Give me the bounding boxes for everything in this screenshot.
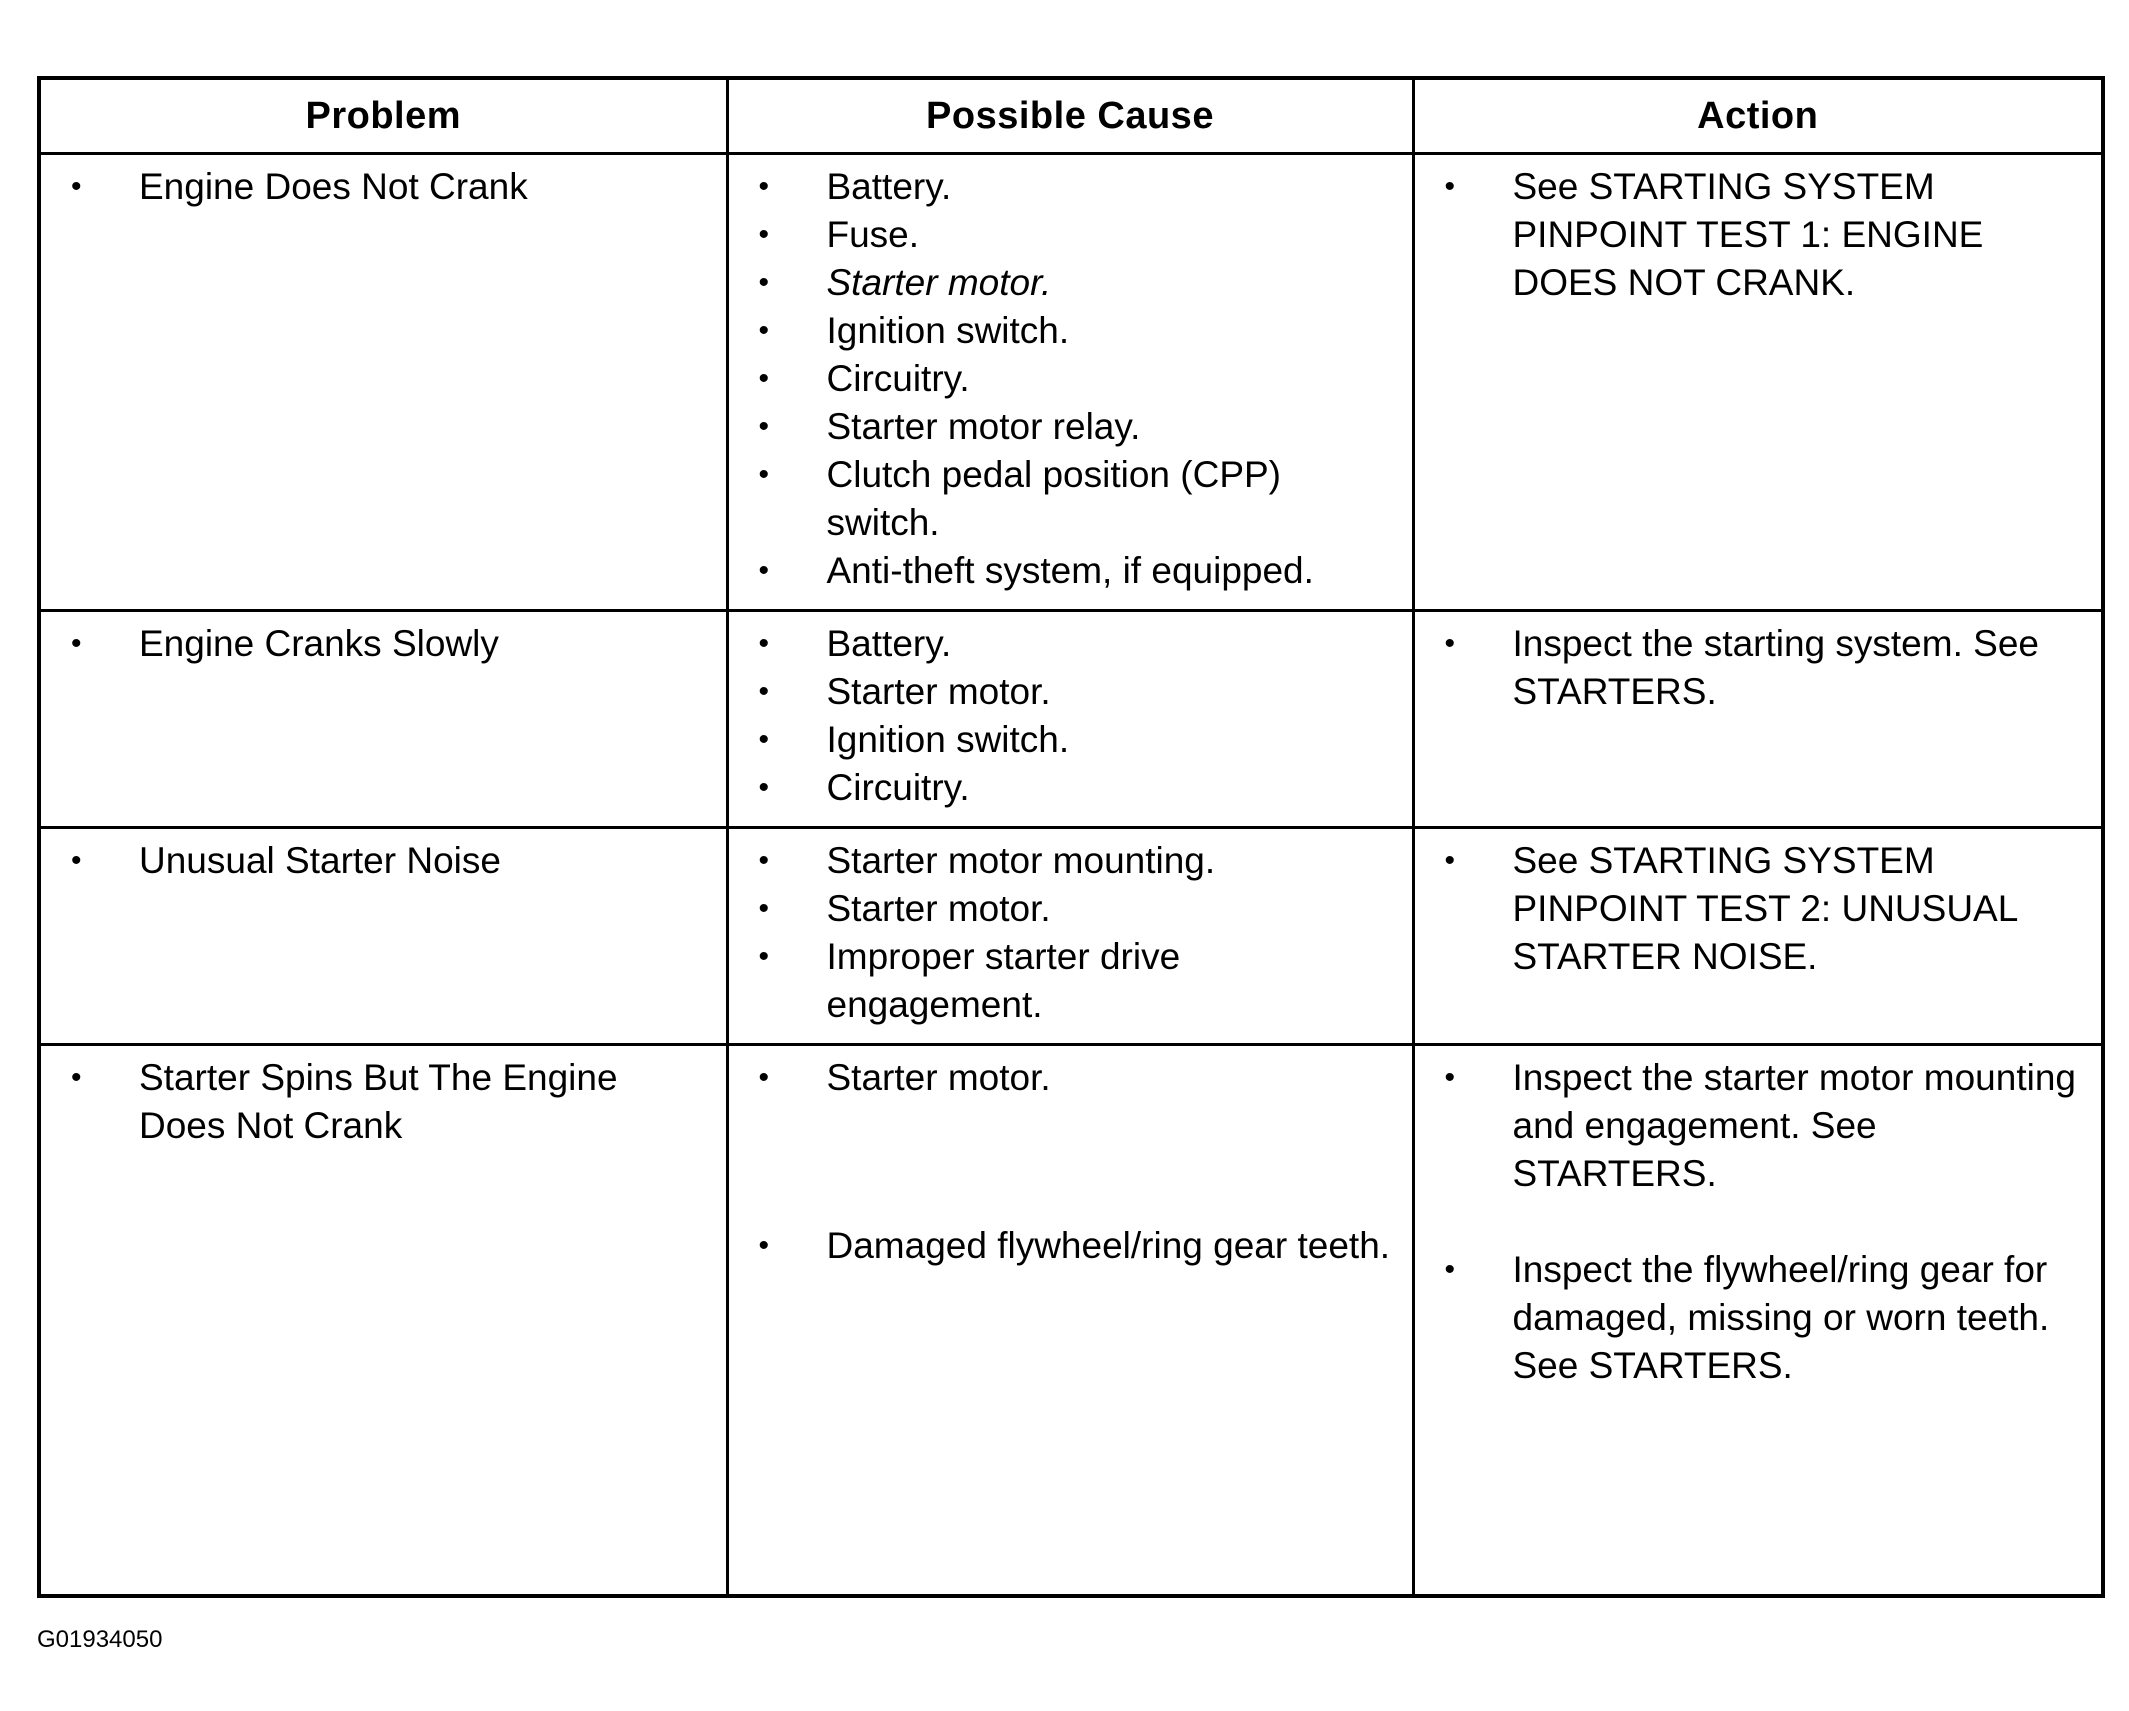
bullet-icon: • [71,170,82,203]
bullet-icon: • [71,1061,82,1094]
header-problem: Problem [41,80,727,154]
list-item [749,451,1392,547]
list-item [61,837,706,885]
problem-text: Starter Spins But The Engine Does Not Crank [139,1057,618,1146]
bullet-icon: • [71,627,82,660]
bullet-icon: • [1444,844,1456,877]
cause-text: Anti-theft system, if equipped. [826,550,1314,591]
cause-text: Starter motor relay. [826,406,1141,447]
cause-cell [727,1045,1413,1595]
bullet-icon: • [758,554,770,587]
list-item [1435,1054,2082,1198]
list-item [749,837,1392,885]
list-item [1435,1246,2082,1390]
problem-text: Engine Does Not Crank [139,166,528,207]
list-item [61,620,706,668]
bullet-icon: • [1444,1061,1456,1094]
action-text: See STARTING SYSTEM PINPOINT TEST 2: UNUSUAL STARTER NOISE. [1512,840,2017,977]
table-row [41,1045,2101,1595]
header-possible-cause: Possible Cause [727,80,1413,154]
list-item [61,1054,706,1150]
table-row [41,828,2101,1045]
problem-text: Engine Cranks Slowly [139,623,499,664]
list-item [749,885,1392,933]
list-item [749,403,1392,451]
cause-text: Circuitry. [826,767,970,808]
problem-text: Unusual Starter Noise [139,840,501,881]
action-cell [1413,1045,2101,1595]
cause-text: Starter motor. [826,262,1052,303]
action-text: Inspect the flywheel/ring gear for damaged, missing or worn teeth. See STARTERS. [1512,1249,2050,1386]
bullet-icon: • [758,723,770,756]
list-item [749,1054,1392,1102]
list-item [749,211,1392,259]
action-text: Inspect the starter motor mounting and engagement. See STARTERS. [1512,1057,2076,1194]
list-item [749,620,1392,668]
bullet-icon: • [1444,170,1456,203]
bullet-icon: • [1444,627,1456,660]
cause-text: Clutch pedal position (CPP) switch. [826,454,1281,543]
bullet-icon: • [758,771,770,804]
bullet-icon: • [758,266,770,299]
bullet-icon: • [758,675,770,708]
figure-code: G01934050 [37,1626,163,1653]
cause-text: Ignition switch. [826,719,1070,760]
list-item [749,163,1392,211]
cause-text: Fuse. [826,214,920,255]
header-action: Action [1413,80,2101,154]
cause-cell [727,611,1413,828]
list-item [1435,163,2082,307]
bullet-icon: • [758,940,770,973]
bullet-icon: • [758,218,770,251]
cause-text: Starter motor. [826,1057,1051,1098]
bullet-icon: • [758,627,770,660]
list-item [61,163,706,211]
list-item [749,547,1392,595]
bullet-icon: • [758,362,770,395]
list-item [749,716,1392,764]
bullet-icon: • [758,844,770,877]
list-item [749,307,1392,355]
problem-cell [41,154,727,611]
list-item [749,259,1392,307]
list-item [749,355,1392,403]
action-cell [1413,154,2101,611]
bullet-icon: • [758,892,770,925]
diagnosis-table-frame [37,76,2105,1598]
list-item [749,764,1392,812]
list-item [749,1222,1392,1270]
list-item [1435,620,2082,716]
cause-text: Starter motor. [826,671,1051,712]
bullet-icon: • [758,1061,770,1094]
cause-text: Damaged flywheel/ring gear teeth. [826,1225,1391,1266]
action-cell [1413,828,2101,1045]
cause-text: Improper starter drive engagement. [826,936,1181,1025]
cause-text: Circuitry. [826,358,970,399]
bullet-icon: • [1444,1253,1456,1286]
symptom-chart-table [41,80,2101,1594]
cause-text: Ignition switch. [826,310,1070,351]
bullet-icon: • [758,170,770,203]
cause-text: Battery. [826,623,952,664]
problem-cell [41,828,727,1045]
list-item [749,668,1392,716]
table-header-row [41,80,2101,154]
cause-text: Battery. [826,166,952,207]
problem-cell [41,611,727,828]
bullet-icon: • [758,1229,770,1262]
list-item [1435,837,2082,981]
action-text: Inspect the starting system. See STARTERS. [1512,623,2039,712]
cause-text: Starter motor. [826,888,1051,929]
bullet-icon: • [758,314,770,347]
cause-text: Starter motor mounting. [826,840,1216,881]
bullet-icon: • [71,844,82,877]
bullet-icon: • [758,458,770,491]
action-cell [1413,611,2101,828]
table-row [41,611,2101,828]
table-row [41,154,2101,611]
cause-cell [727,154,1413,611]
action-text: See STARTING SYSTEM PINPOINT TEST 1: ENGINE DOES NOT CRANK. [1512,166,1984,303]
cause-cell [727,828,1413,1045]
bullet-icon: • [758,410,770,443]
list-item [749,933,1392,1029]
problem-cell [41,1045,727,1595]
